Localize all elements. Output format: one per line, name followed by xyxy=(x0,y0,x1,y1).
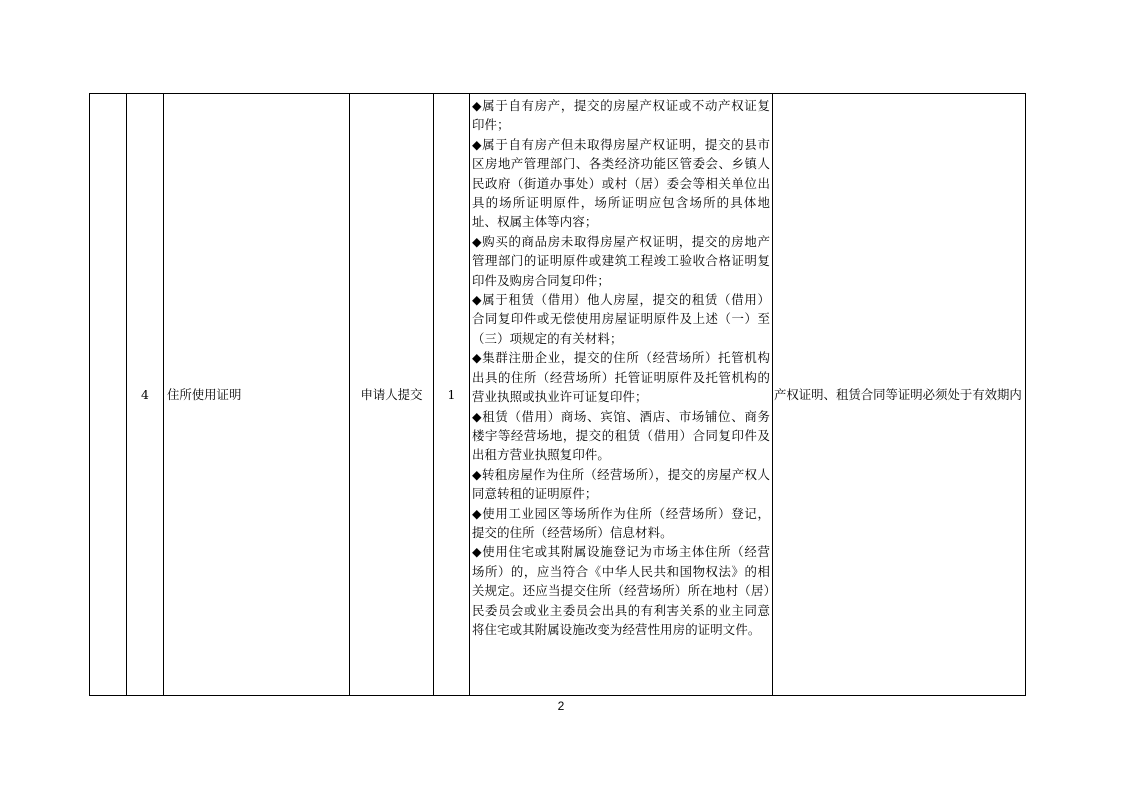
row-index: 4 xyxy=(127,94,164,696)
requirement-item: ◆购买的商品房未取得房屋产权证明，提交的房地产管理部门的证明原件或建筑工程竣工验收合格证明复印件及购房合同复印件； xyxy=(472,233,770,288)
blank-category-cell xyxy=(90,94,127,696)
requirement-item: ◆属于租赁（借用）他人房屋，提交的租赁（借用）合同复印件或无偿使用房屋证明原件及上述（一）至（三）项规定的有关材料； xyxy=(472,292,770,346)
requirement-item: ◆集群注册企业，提交的住所（经营场所）托管机构出具的住所（经营场所）托管证明原件及托管机构的营业执照或执业许可证复印件； xyxy=(472,350,770,405)
requirement-item: ◆属于自有房产，提交的房屋产权证或不动产权证复印件； xyxy=(472,98,770,133)
page-number: 2 xyxy=(557,699,565,713)
materials-table xyxy=(89,93,1026,696)
requirement-item: ◆转租房屋作为住所（经营场所），提交的房屋产权人同意转租的证明原件； xyxy=(472,466,770,502)
requirement-item: ◆使用住宅或其附属设施登记为市场主体住所（经营场所）的，应当符合《中华人民共和国物权法》的相关规定。还应当提交住所（经营场所）所在地村（居）民委员会或业主委员会出具的有利害关系的业主同意将住宅或其附属设施改变为经营性用房的证明文件。 xyxy=(472,544,770,637)
requirement-item: ◆使用工业园区等场所作为住所（经营场所）登记，提交的住所（经营场所）信息材料。 xyxy=(472,505,770,540)
material-name: 住所使用证明 xyxy=(164,94,350,696)
requirement-item: ◆属于自有房产但未取得房屋产权证明，提交的县市区房地产管理部门、各类经济功能区管委会、乡镇人民政府（街道办事处）或村（居）委会等相关单位出具的场所证明原件，场所证明应包含场所的具体地址、权属主体等内容； xyxy=(472,136,770,230)
material-source: 申请人提交 xyxy=(350,94,434,696)
copy-count: 1 xyxy=(434,94,470,696)
table-row xyxy=(90,94,1026,696)
requirement-item: ◆租赁（借用）商场、宾馆、酒店、市场铺位、商务楼宇等经营场地，提交的租赁（借用）合同复印件及出租方营业执照复印件。 xyxy=(472,408,770,463)
requirements-cell xyxy=(470,94,773,696)
remark-cell: 产权证明、租赁合同等证明必须处于有效期内 xyxy=(773,94,1026,696)
